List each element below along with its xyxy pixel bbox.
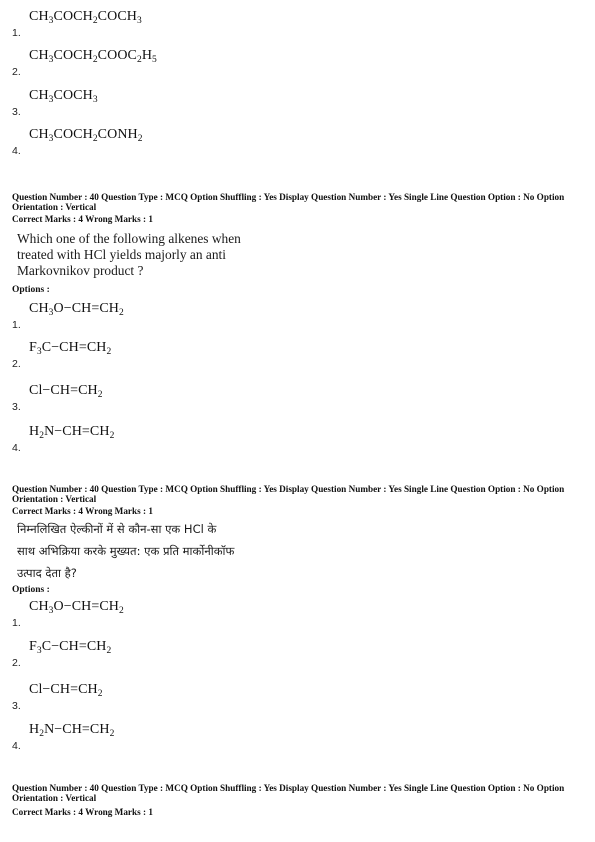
option-item[interactable] [12,383,582,413]
question-meta: Question Number : 40 Question Type : MCQ Option Shuffling : Yes Display Question Number : Yes Single Line Question Option : No Option Orientation : Vertical [12,783,565,803]
option-item[interactable] [12,88,582,118]
option-number: 4. [12,740,21,752]
option-formula: $H_2N-CH=CH_2$ [29,722,115,739]
question-marks: Correct Marks : 4 Wrong Marks : 1 [12,807,153,817]
question-text [17,518,277,584]
option-formula: $Cl-CH=CH_2$ [29,383,103,400]
option-number: 3. [12,700,21,712]
question-line: उत्पाद देता है? [17,566,77,580]
option-item[interactable] [12,127,582,157]
option-formula: $CH_3COCH_2COCH_3$ [29,9,142,26]
option-number: 1. [12,617,21,629]
option-number: 2. [12,66,21,78]
option-formula: $CH_3O-CH=CH_2$ [29,599,124,616]
option-number: 3. [12,401,21,413]
question-line: Markovnikov product ? [17,263,144,278]
option-item[interactable] [12,722,582,752]
option-item[interactable] [12,301,582,331]
option-item[interactable] [12,424,582,454]
option-formula: $CH_3COCH_3$ [29,88,98,105]
option-item[interactable] [12,340,582,370]
options-label: Options : [12,585,50,595]
option-formula: $H_2N-CH=CH_2$ [29,424,115,441]
options-label: Options : [12,285,50,295]
option-formula: $F_3C-CH=CH_2$ [29,340,112,357]
option-item[interactable] [12,48,582,78]
option-number: 1. [12,319,21,331]
question-meta: Question Number : 40 Question Type : MCQ Option Shuffling : Yes Display Question Number : Yes Single Line Question Option : No Option Orientation : Vertical [12,192,565,212]
question-line: निम्नलिखित ऐल्कीनों में से कौन-सा एक HCl के [17,522,217,536]
question-text [17,231,267,279]
question-marks: Correct Marks : 4 Wrong Marks : 1 [12,214,153,224]
option-formula: $CH_3COCH_2CONH_2$ [29,127,143,144]
option-number: 1. [12,27,21,39]
option-item[interactable] [12,639,582,669]
option-number: 4. [12,145,21,157]
option-number: 4. [12,442,21,454]
option-number: 3. [12,106,21,118]
option-item[interactable] [12,599,582,629]
option-formula: $CH_3COCH_2COOC_2H_5$ [29,48,157,65]
option-formula: $F_3C-CH=CH_2$ [29,639,112,656]
option-number: 2. [12,657,21,669]
option-item[interactable] [12,9,582,39]
question-marks: Correct Marks : 4 Wrong Marks : 1 [12,506,153,516]
option-item[interactable] [12,682,582,712]
option-number: 2. [12,358,21,370]
question-line: treated with HCl yields majorly an anti [17,247,226,262]
option-formula: $Cl-CH=CH_2$ [29,682,103,699]
question-line: साथ अभिक्रिया करके मुख्यत: एक प्रति मार्कोनीकॉफ [17,544,235,558]
question-line: Which one of the following alkenes when [17,231,241,246]
question-meta: Question Number : 40 Question Type : MCQ Option Shuffling : Yes Display Question Number : Yes Single Line Question Option : No Option Orientation : Vertical [12,484,565,504]
option-formula: $CH_3O-CH=CH_2$ [29,301,124,318]
